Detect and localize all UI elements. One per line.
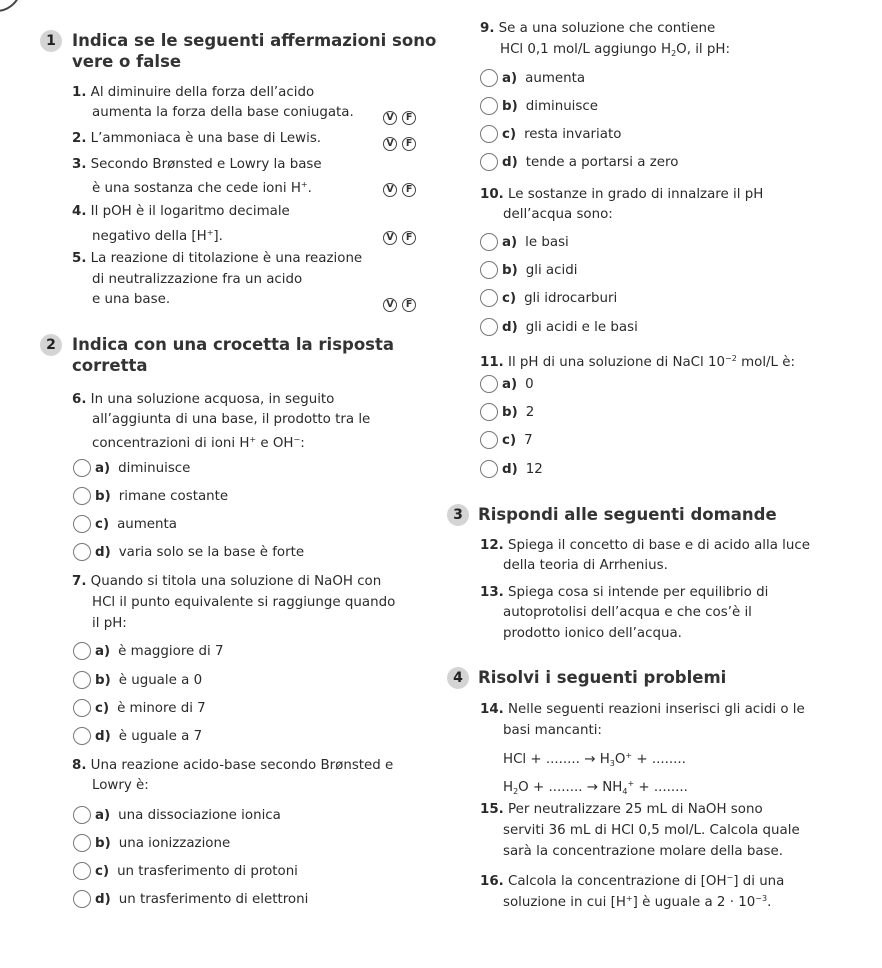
reaction-1: HCl + ........ → $H_3O^+$ + ........ (503, 751, 686, 768)
option-checkbox[interactable] (480, 431, 498, 449)
question-7: 7. Quando si titola una soluzione di NaOH con (72, 574, 382, 589)
false-option[interactable]: F (402, 111, 416, 125)
true-option[interactable]: V (383, 298, 397, 312)
false-option[interactable]: F (402, 137, 416, 151)
q8-option-b: b) una ionizzazione (95, 836, 231, 851)
q9-option-b: b) diminuisce (502, 99, 598, 114)
section-4-title: Risolvi i seguenti problemi (478, 668, 727, 687)
q10-option-a: a) le basi (502, 235, 569, 250)
corner-arc-decoration (0, 0, 22, 12)
question-10-line2: dell’acqua sono: (503, 207, 613, 222)
false-option[interactable]: F (402, 231, 416, 245)
option-checkbox[interactable] (73, 890, 91, 908)
question-9-line2: HCl 0,1 mol/L aggiungo $H_2O$, il pH: (500, 42, 730, 58)
true-option[interactable]: V (383, 231, 397, 245)
statement-2: 2. L’ammoniaca è una base di Lewis. (72, 131, 322, 146)
statement-1-line2: aumenta la forza della base coniugata. (92, 105, 354, 120)
question-14: 14. Nelle seguenti reazioni inserisci gli acidi o le (480, 702, 805, 717)
q9-option-c: c) resta invariato (502, 127, 622, 142)
option-checkbox[interactable] (73, 459, 91, 477)
q7-option-a: a) è maggiore di 7 (95, 644, 224, 659)
q6-option-d: d) varia solo se la base è forte (95, 545, 305, 560)
question-15: 15. Per neutralizzare 25 mL di NaOH sono (480, 802, 763, 817)
statement-3-line2: è una sostanza che cede ioni H+. (92, 180, 312, 196)
question-6: 6. In una soluzione acquosa, in seguito (72, 392, 335, 407)
question-9: 9. Se a una soluzione che contiene (480, 21, 716, 36)
question-16: 16. Calcola la concentrazione di [OH−] di una (480, 873, 785, 889)
option-checkbox[interactable] (73, 727, 91, 745)
option-checkbox[interactable] (480, 460, 498, 478)
question-13: 13. Spiega cosa si intende per equilibrio di (480, 585, 769, 600)
question-10: 10. Le sostanze in grado di innalzare il pH (480, 187, 764, 202)
option-checkbox[interactable] (73, 699, 91, 717)
q10-option-b: b) gli acidi (502, 263, 578, 278)
option-checkbox[interactable] (73, 834, 91, 852)
section-1-title-line2: vere o false (72, 52, 182, 71)
option-checkbox[interactable] (480, 97, 498, 115)
statement-5-line3: e una base. (92, 292, 171, 307)
q11-option-b: b) 2 (502, 405, 535, 420)
statement-4: 4. Il pOH è il logaritmo decimale (72, 204, 290, 219)
option-checkbox[interactable] (480, 289, 498, 307)
option-checkbox[interactable] (73, 671, 91, 689)
option-checkbox[interactable] (480, 375, 498, 393)
true-option[interactable]: V (383, 183, 397, 197)
section-1-badge: 1 (40, 30, 62, 52)
question-15-line3: sarà la concentrazione molare della base. (503, 844, 784, 859)
section-2-badge: 2 (40, 334, 62, 356)
statement-3: 3. Secondo Brønsted e Lowry la base (72, 157, 322, 172)
option-checkbox[interactable] (480, 69, 498, 87)
question-8: 8. Una reazione acido-base secondo Brønsted e (72, 758, 394, 773)
option-checkbox[interactable] (73, 862, 91, 880)
question-6-line3: concentrazioni di ioni H+ e OH−: (92, 435, 305, 451)
q10-option-c: c) gli idrocarburi (502, 291, 618, 306)
question-8-line2: Lowry è: (92, 778, 149, 793)
option-checkbox[interactable] (73, 487, 91, 505)
option-checkbox[interactable] (73, 543, 91, 561)
question-13-line3: prodotto ionico dell’acqua. (503, 626, 682, 641)
option-checkbox[interactable] (73, 642, 91, 660)
q6-option-c: c) aumenta (95, 517, 177, 532)
statement-3-vf (383, 177, 416, 197)
q8-option-a: a) una dissociazione ionica (95, 808, 281, 823)
statement-5-line2: di neutralizzazione fra un acido (92, 272, 303, 287)
section-2-title-line1: Indica con una crocetta la risposta (72, 335, 395, 354)
question-6-line2: all’aggiunta di una base, il prodotto tra le (92, 412, 371, 427)
question-11: 11. Il pH di una soluzione di NaCl $10^{-2}$ mol/L è: (480, 354, 796, 370)
q6-option-a: a) diminuisce (95, 461, 191, 476)
section-2-title-line2: corretta (72, 356, 148, 375)
statement-1-vf (383, 105, 416, 125)
q8-option-d: d) un trasferimento di elettroni (95, 892, 309, 907)
false-option[interactable]: F (402, 298, 416, 312)
statement-2-vf (383, 131, 416, 151)
q10-option-d: d) gli acidi e le basi (502, 320, 638, 335)
statement-4-vf (383, 225, 416, 245)
true-option[interactable]: V (383, 137, 397, 151)
option-checkbox[interactable] (73, 806, 91, 824)
statement-1: 1. Al diminuire della forza dell’acido (72, 85, 315, 100)
q7-option-c: c) è minore di 7 (95, 701, 206, 716)
q7-option-b: b) è uguale a 0 (95, 673, 203, 688)
section-4-badge: 4 (447, 667, 469, 689)
question-7-line3: il pH: (92, 616, 127, 631)
question-7-line2: HCl il punto equivalente si raggiunge quando (92, 595, 396, 610)
option-checkbox[interactable] (480, 261, 498, 279)
question-13-line2: autoprotolisi dell’acqua e che cos’è il (503, 605, 752, 620)
statement-5-vf (383, 292, 416, 312)
question-15-line2: serviti 36 mL di HCl 0,5 mol/L. Calcola quale (503, 823, 800, 838)
true-option[interactable]: V (383, 111, 397, 125)
q6-option-b: b) rimane costante (95, 489, 229, 504)
option-checkbox[interactable] (480, 153, 498, 171)
q7-option-d: d) è uguale a 7 (95, 729, 203, 744)
question-14-line2: basi mancanti: (503, 723, 602, 738)
option-checkbox[interactable] (480, 318, 498, 336)
question-12-line2: della teoria di Arrhenius. (503, 558, 668, 573)
option-checkbox[interactable] (480, 125, 498, 143)
question-16-line2: soluzione in cui [H+] è uguale a $2 \cdot 10^{-3}$. (503, 894, 772, 910)
question-12: 12. Spiega il concetto di base e di acido alla luce (480, 538, 810, 553)
q8-option-c: c) un trasferimento di protoni (95, 864, 298, 879)
q11-option-d: d) 12 (502, 462, 543, 477)
q11-option-a: a) 0 (502, 377, 534, 392)
section-1-title-line1: Indica se le seguenti affermazioni sono (72, 31, 437, 50)
option-checkbox[interactable] (480, 403, 498, 421)
q9-option-d: d) tende a portarsi a zero (502, 155, 679, 170)
reaction-2: $H_2O$ + ........ → $NH_4^+$ + ........ (503, 779, 688, 796)
q11-option-c: c) 7 (502, 433, 533, 448)
section-3-badge: 3 (447, 504, 469, 526)
statement-4-line2: negativo della [H+]. (92, 228, 223, 244)
option-checkbox[interactable] (73, 515, 91, 533)
section-3-title: Rispondi alle seguenti domande (478, 505, 777, 524)
option-checkbox[interactable] (480, 233, 498, 251)
q9-option-a: a) aumenta (502, 71, 586, 86)
statement-5: 5. La reazione di titolazione è una reazione (72, 251, 363, 266)
false-option[interactable]: F (402, 183, 416, 197)
